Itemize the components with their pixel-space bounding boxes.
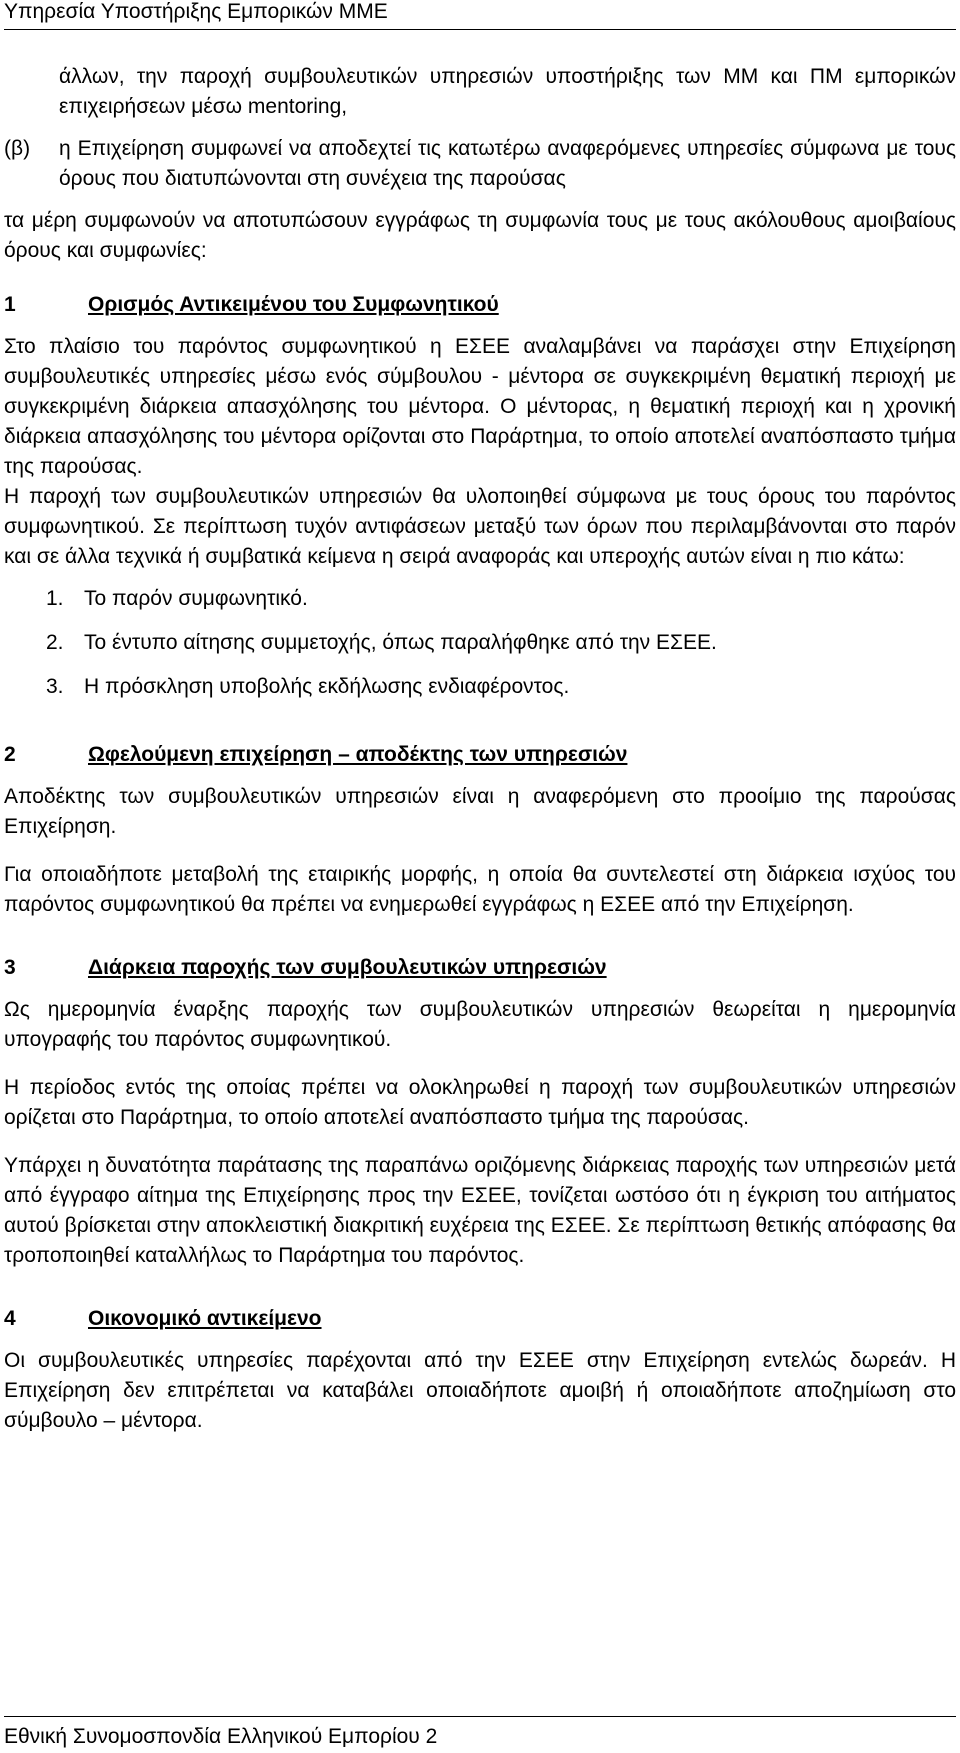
intro-continuation: άλλων, την παροχή συμβουλευτικών υπηρεσιών υποστήριξης των ΜΜ και ΠΜ εμπορικών επιχειρήσεων μέσω mentoring, xyxy=(59,65,956,118)
intro-item-b xyxy=(4,134,956,194)
page-header xyxy=(4,0,956,30)
section-title: Διάρκεια παροχής των συμβουλευτικών υπηρεσιών xyxy=(88,956,607,979)
list-item-text: Το έντυπο αίτησης συμμετοχής, όπως παραλήφθηκε από την ΕΣΕΕ. xyxy=(84,631,717,654)
section-1-paragraph-1: Στο πλαίσιο του παρόντος συμφωνητικού η ΕΣΕΕ αναλαμβάνει να παράσχει στην Επιχείρηση συμβουλευτικές υπηρεσίες μέσω ενός σύμβουλου - μέντορα σε συγκεκριμένη θεματική περιοχή με συγκεκριμένη διάρκεια απασχόλησης του μέντορα. Ο μέντορας, η θεματική περιοχή και η χρονική διάρκεια απασχόλησης του μέντορα ορίζονται στο Παράρτημα, το οποίο αποτελεί αναπόσπαστο τμήμα της παρούσας. xyxy=(4,335,956,478)
section-2-heading xyxy=(4,740,956,770)
section-3-paragraph-1: Ως ημερομηνία έναρξης παροχής των συμβουλευτικών υπηρεσιών θεωρείται η ημερομηνία υπογραφής του παρόντος συμφωνητικού. xyxy=(4,998,956,1051)
intro-item-b-text: η Επιχείρηση συμφωνεί να αποδεχτεί τις κατωτέρω αναφερόμενες υπηρεσίες σύμφωνα με τους όρους που διατυπώνονται στη συνέχεια της παρούσας xyxy=(59,137,956,190)
header-title: Υπηρεσία Υποστήριξης Εμπορικών ΜΜΕ xyxy=(4,0,388,23)
section-3-heading xyxy=(4,953,956,983)
page-footer xyxy=(4,1716,956,1749)
section-number: 3 xyxy=(4,956,16,979)
section-1-paragraph-2: Η παροχή των συμβουλευτικών υπηρεσιών θα υλοποιηθεί σύμφωνα με τους όρους του παρόντος συμφωνητικού. Σε περίπτωση τυχόν αντιφάσεων μεταξύ των όρων που περιλαμβάνονται στο παρόν και σε άλλα τεχνικά ή συμβατικά κείμενα η σειρά αναφοράς και υπεροχής αυτών είναι η πιο κάτω: xyxy=(4,485,956,568)
list-item-text: Το παρόν συμφωνητικό. xyxy=(84,587,308,610)
list-item xyxy=(4,584,956,614)
section-number: 2 xyxy=(4,743,16,766)
section-1-heading xyxy=(4,290,956,320)
section-2-paragraph-1: Αποδέκτης των συμβουλευτικών υπηρεσιών είναι η αναφερόμενη στο προοίμιο της παρούσας Επιχείρηση. xyxy=(4,785,956,838)
list-item-text: Η πρόσκληση υποβολής εκδήλωσης ενδιαφέροντος. xyxy=(84,675,570,698)
intro-item-b-label: (β) xyxy=(4,137,31,160)
section-title: Ορισμός Αντικειμένου του Συμφωνητικού xyxy=(88,293,499,316)
footer-text: Εθνική Συνομοσπονδία Ελληνικού Εμπορίου 2 xyxy=(4,1725,438,1748)
section-2-paragraph-2: Για οποιαδήποτε μεταβολή της εταιρικής μορφής, η οποία θα συντελεστεί στη διάρκεια ισχύος του παρόντος συμφωνητικού θα πρέπει να ενημερωθεί εγγράφως η ΕΣΕΕ από την Επιχείρηση. xyxy=(4,863,956,916)
section-number: 1 xyxy=(4,293,16,316)
section-number: 4 xyxy=(4,1307,16,1330)
list-item xyxy=(4,672,956,702)
section-3-paragraph-2: Η περίοδος εντός της οποίας πρέπει να ολοκληρωθεί η παροχή των συμβουλευτικών υπηρεσιών ορίζεται στο Παράρτημα, το οποίο αποτελεί αναπόσπαστο τμήμα της παρούσας. xyxy=(4,1076,956,1129)
list-item-number: 2. xyxy=(46,631,64,654)
section-4-paragraph-1: Οι συμβουλευτικές υπηρεσίες παρέχονται από την ΕΣΕΕ στην Επιχείρηση εντελώς δωρεάν. Η Επιχείρηση δεν επιτρέπεται να καταβάλει οποιαδήποτε αμοιβή ή οποιαδήποτε αποζημίωση στο σύμβουλο – μέντορα. xyxy=(4,1349,956,1432)
list-item-number: 1. xyxy=(46,587,64,610)
precedence-list xyxy=(4,584,956,702)
section-title: Ωφελούμενη επιχείρηση – αποδέκτης των υπηρεσιών xyxy=(88,743,628,766)
intro-agreement: τα μέρη συμφωνούν να αποτυπώσουν εγγράφως τη συμφωνία τους με τους ακόλουθους αμοιβαίους όρους και συμφωνίες: xyxy=(4,209,956,262)
list-item xyxy=(4,628,956,658)
list-item-number: 3. xyxy=(46,675,64,698)
section-title: Οικονομικό αντικείμενο xyxy=(88,1307,322,1330)
section-3-paragraph-3: Υπάρχει η δυνατότητα παράτασης της παραπάνω οριζόμενης διάρκειας παροχής των υπηρεσιών μετά από έγγραφο αίτημα της Επιχείρησης προς την ΕΣΕΕ, τονίζεται ωστόσο ότι η έγκριση του αιτήματος αυτού βρίσκεται στην αποκλειστική διακριτική ευχέρεια της ΕΣΕΕ. Σε περίπτωση θετικής απόφασης θα τροποποιηθεί καταλλήλως το Παράρτημα του παρόντος. xyxy=(4,1154,956,1267)
document-body xyxy=(4,62,956,1436)
section-4-heading xyxy=(4,1304,956,1334)
